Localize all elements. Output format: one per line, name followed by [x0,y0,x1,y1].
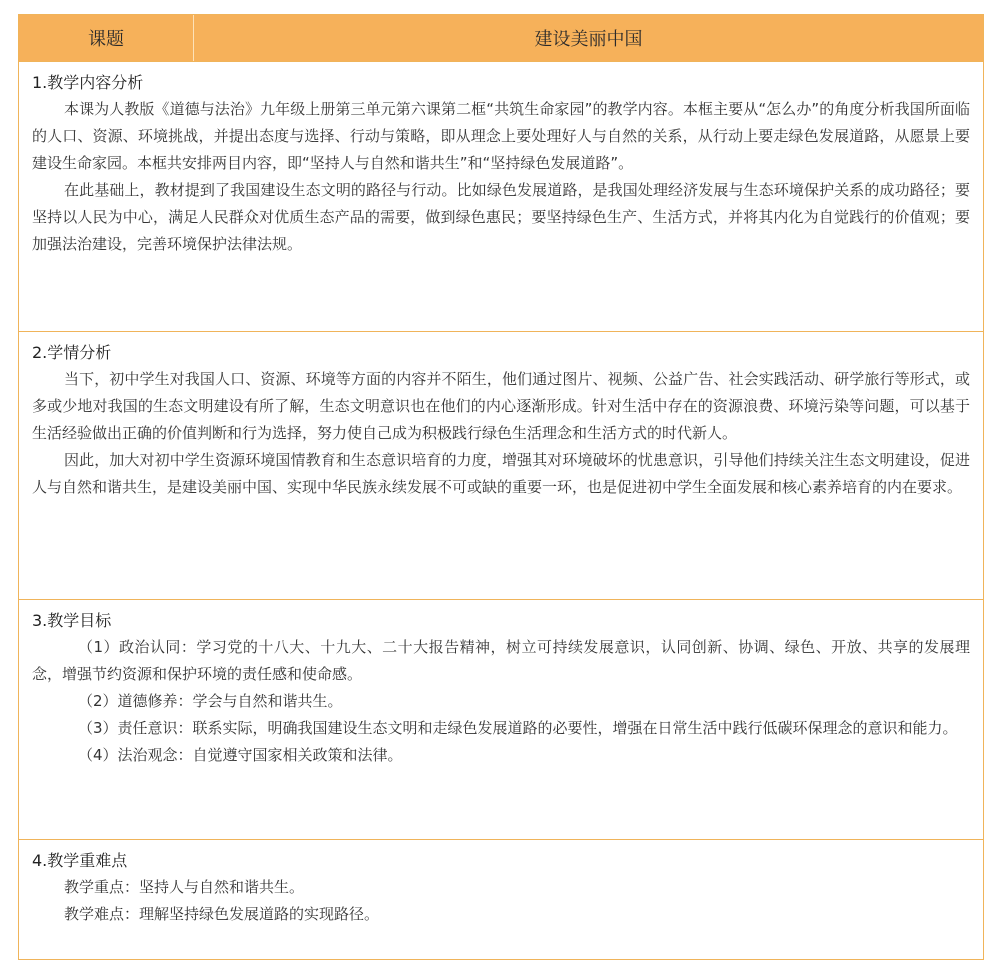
section-title: 4.教学重难点 [32,851,128,870]
section-title: 3.教学目标 [32,611,112,630]
paragraph: 当下，初中学生对我国人口、资源、环境等方面的内容并不陌生，他们通过图片、视频、公益广告、社会实践活动、研学旅行等形式，或多或少地对我国的生态文明建设有所了解，生态文明意识也在他们的内心逐渐形成。针对生活中存在的资源浪费、环境污染等问题，可以基于生活经验做出正确的价值判断和行为选择，努力使自己成为积极践行绿色生活理念和生活方式的时代新人。 [32,370,970,442]
section-key-difficult-points [19,840,983,959]
section-title: 2.学情分析 [32,343,112,362]
section-teaching-objectives [19,600,983,840]
key-point: 教学重点：坚持人与自然和谐共生。 [64,878,305,896]
difficult-point: 教学难点：理解坚持绿色发展道路的实现路径。 [64,905,380,923]
paragraph: 本课为人教版《道德与法治》九年级上册第三单元第六课第二框“共筑生命家园”的教学内容。本框主要从“怎么办”的角度分析我国所面临的人口、资源、环境挑战，并提出态度与选择、行动与策略，即从理念上要处理好人与自然的关系，从行动上要走绿色发展道路，从愿景上要建设生命家园。本框共安排两目内容，即“坚持人与自然和谐共生”和“坚持绿色发展道路”。 [32,100,970,172]
paragraph: 因此，加大对初中学生资源环境国情教育和生态意识培育的力度，增强其对环境破坏的忧患意识，引导他们持续关注生态文明建设，促进人与自然和谐共生，是建设美丽中国、实现中华民族永续发展不可或缺的重要一环，也是促进初中学生全面发展和核心素养培育的内在要求。 [32,451,970,496]
objective-item: （3）责任意识：联系实际，明确我国建设生态文明和走绿色发展道路的必要性，增强在日常生活中践行低碳环保理念的意识和能力。 [78,719,958,737]
objective-item: （2）道德修养：学会与自然和谐共生。 [78,692,343,710]
section-content-analysis [19,62,983,332]
header-topic-label: 课题 [19,15,194,61]
table-header-row [19,15,983,62]
section-title: 1.教学内容分析 [32,73,144,92]
paragraph: 在此基础上，教材提到了我国建设生态文明的路径与行动。比如绿色发展道路，是我国处理经济发展与生态环境保护关系的成功路径；要坚持以人民为中心，满足人民群众对优质生态产品的需要，做到绿色惠民；要坚持绿色生产、生活方式，并将其内化为自觉践行的价值观；要加强法治建设，完善环境保护法律法规。 [32,181,970,253]
objective-item: （1）政治认同：学习党的十八大、十九大、二十大报告精神，树立可持续发展意识，认同创新、协调、绿色、开放、共享的发展理念，增强节约资源和保护环境的责任感和使命感。 [32,638,970,683]
lesson-plan-table [18,14,984,960]
section-learner-analysis [19,332,983,600]
objective-item: （4）法治观念：自觉遵守国家相关政策和法律。 [78,746,403,764]
header-topic-title: 建设美丽中国 [534,29,643,50]
